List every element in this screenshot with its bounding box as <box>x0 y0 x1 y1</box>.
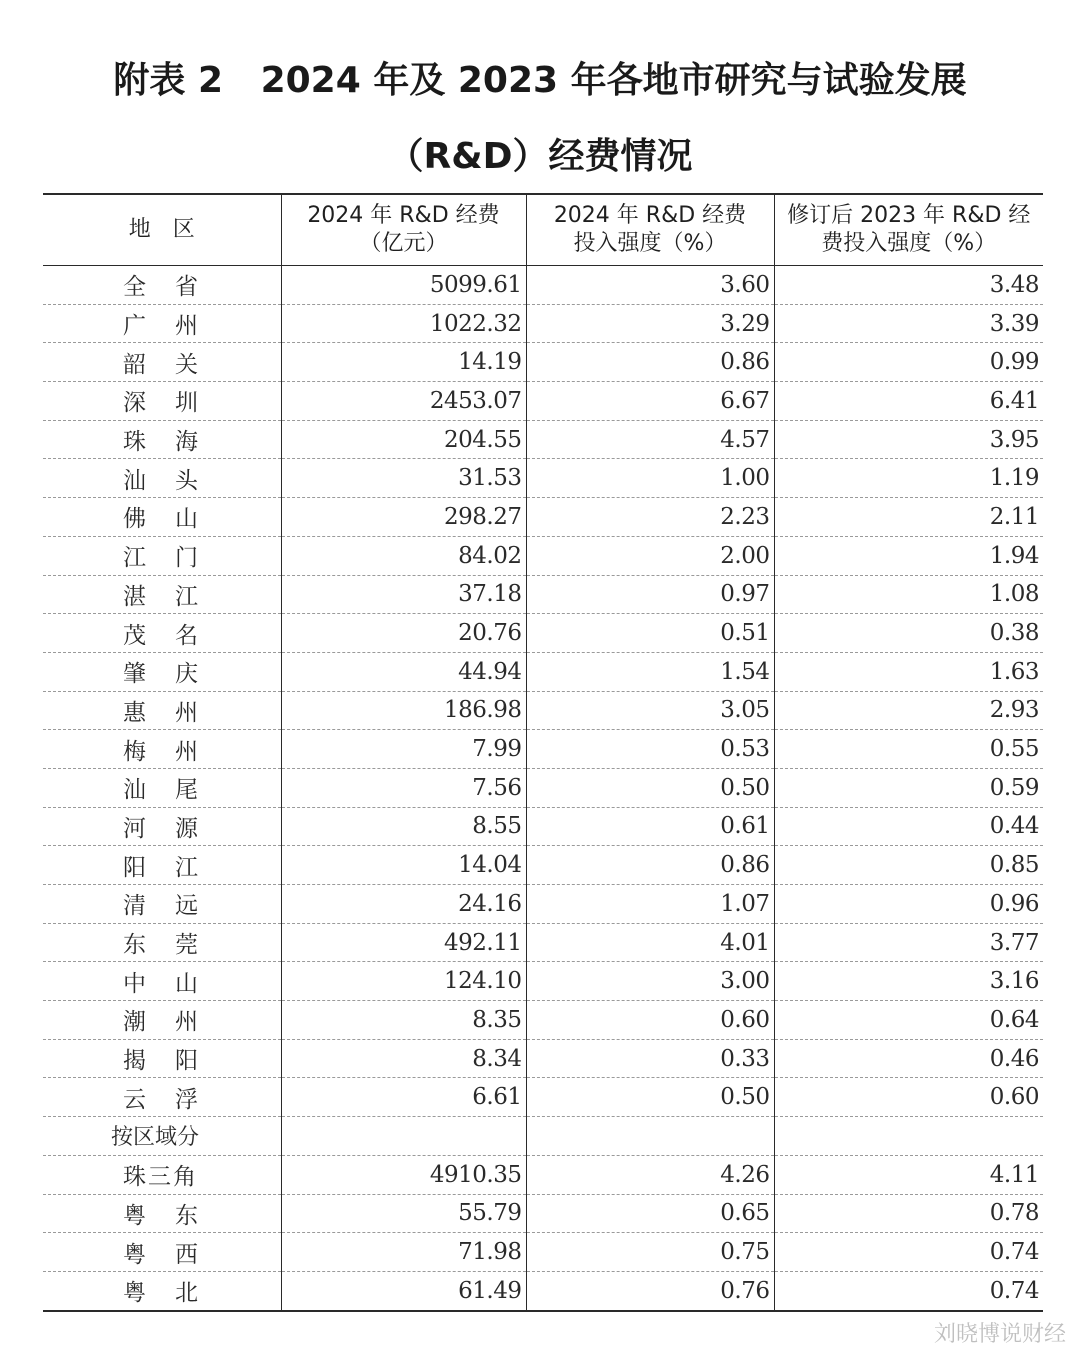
intensity-2024-cell: 3.05 <box>526 691 774 730</box>
region-cell: 全 省 <box>43 266 281 305</box>
intensity-2023-cell: 3.48 <box>774 266 1043 305</box>
rd-2024-cell: 1022.32 <box>281 304 526 343</box>
intensity-2024-cell: 0.60 <box>526 1001 774 1040</box>
table-row <box>43 1271 1043 1310</box>
table-row <box>43 614 1043 653</box>
intensity-2024-cell: 0.33 <box>526 1039 774 1078</box>
rd-2024-cell: 8.55 <box>281 807 526 846</box>
region-cell: 茂 名 <box>43 614 281 653</box>
header-intensity-2023-line1: 修订后 2023 年 R&D 经 <box>787 203 1031 228</box>
region-cell: 云 浮 <box>43 1078 281 1117</box>
rd-2024-cell: 8.34 <box>281 1039 526 1078</box>
table-row <box>43 304 1043 343</box>
intensity-2024-cell: 2.23 <box>526 498 774 537</box>
watermark: 刘晓博说财经 <box>933 1322 1066 1347</box>
intensity-2023-cell: 1.19 <box>774 459 1043 498</box>
header-rd-2024 <box>281 194 526 266</box>
region-cell: 粤 东 <box>43 1194 281 1233</box>
table-row <box>43 498 1043 537</box>
intensity-2023-cell: 3.95 <box>774 420 1043 459</box>
table-row <box>43 575 1043 614</box>
header-intensity-2024 <box>526 194 774 266</box>
region-cell: 珠三角 <box>43 1155 281 1194</box>
table-row <box>43 768 1043 807</box>
rd-2024-cell: 204.55 <box>281 420 526 459</box>
rd-2024-cell: 55.79 <box>281 1194 526 1233</box>
table-row <box>43 652 1043 691</box>
header-intensity-2023-line2: 费投入强度（%） <box>821 231 997 256</box>
intensity-2024-cell: 1.07 <box>526 885 774 924</box>
empty-cell <box>774 1117 1043 1156</box>
intensity-2023-cell: 3.77 <box>774 923 1043 962</box>
intensity-2024-cell: 0.76 <box>526 1271 774 1310</box>
intensity-2023-cell: 0.64 <box>774 1001 1043 1040</box>
region-cell: 清 远 <box>43 885 281 924</box>
table-row <box>43 885 1043 924</box>
intensity-2023-cell: 0.55 <box>774 730 1043 769</box>
region-cell: 珠 海 <box>43 420 281 459</box>
intensity-2024-cell: 2.00 <box>526 536 774 575</box>
rd-2024-cell: 7.99 <box>281 730 526 769</box>
region-cell: 阳 江 <box>43 846 281 885</box>
intensity-2024-cell: 0.50 <box>526 1078 774 1117</box>
region-cell: 广 州 <box>43 304 281 343</box>
region-cell: 深 圳 <box>43 382 281 421</box>
intensity-2023-cell: 6.41 <box>774 382 1043 421</box>
region-cell: 中 山 <box>43 962 281 1001</box>
intensity-2024-cell: 6.67 <box>526 382 774 421</box>
rd-2024-cell: 84.02 <box>281 536 526 575</box>
header-rd-2024-line2: （亿元） <box>359 231 448 256</box>
table-row <box>43 1001 1043 1040</box>
table-row <box>43 1155 1043 1194</box>
table-row <box>43 1194 1043 1233</box>
intensity-2024-cell: 3.60 <box>526 266 774 305</box>
intensity-2023-cell: 0.74 <box>774 1271 1043 1310</box>
region-cell: 东 莞 <box>43 923 281 962</box>
intensity-2023-cell: 0.78 <box>774 1194 1043 1233</box>
section-row <box>43 1117 1043 1156</box>
intensity-2024-cell: 3.29 <box>526 304 774 343</box>
intensity-2024-cell: 4.01 <box>526 923 774 962</box>
table-title-line2: （R&D）经费情况 <box>387 136 693 177</box>
table-row <box>43 536 1043 575</box>
rd-2024-cell: 31.53 <box>281 459 526 498</box>
region-cell: 粤 北 <box>123 1280 200 1307</box>
region-cell: 揭 阳 <box>43 1039 281 1078</box>
rd-2024-cell: 8.35 <box>281 1001 526 1040</box>
rd-2024-cell: 24.16 <box>281 885 526 924</box>
intensity-2024-cell: 0.75 <box>526 1233 774 1272</box>
intensity-2023-cell: 0.99 <box>774 343 1043 382</box>
region-cell: 粤 西 <box>43 1233 281 1272</box>
table-row <box>43 1039 1043 1078</box>
intensity-2023-cell: 3.39 <box>774 304 1043 343</box>
header-intensity-2023 <box>774 194 1043 266</box>
intensity-2024-cell: 0.53 <box>526 730 774 769</box>
table-row <box>43 807 1043 846</box>
region-cell: 肇 庆 <box>43 652 281 691</box>
rd-2024-cell: 124.10 <box>281 962 526 1001</box>
table-row <box>43 691 1043 730</box>
intensity-2023-cell: 0.74 <box>774 1233 1043 1272</box>
region-cell: 汕 头 <box>43 459 281 498</box>
table-row <box>43 1233 1043 1272</box>
region-cell: 佛 山 <box>43 498 281 537</box>
intensity-2023-cell: 2.93 <box>774 691 1043 730</box>
region-cell: 河 源 <box>43 807 281 846</box>
intensity-2024-cell: 1.54 <box>526 652 774 691</box>
header-intensity-2024-line2: 投入强度（%） <box>573 231 727 256</box>
rd-2024-cell: 7.56 <box>281 768 526 807</box>
intensity-2023-cell: 1.63 <box>774 652 1043 691</box>
rd-2024-cell: 298.27 <box>281 498 526 537</box>
rd-2024-cell: 186.98 <box>281 691 526 730</box>
header-row <box>43 194 1043 266</box>
header-rd-2024-line1: 2024 年 R&D 经费 <box>307 203 500 228</box>
table-row <box>43 343 1043 382</box>
table-row <box>43 420 1043 459</box>
intensity-2024-cell: 0.61 <box>526 807 774 846</box>
intensity-2023-cell: 4.11 <box>774 1155 1043 1194</box>
rd-2024-cell: 14.04 <box>281 846 526 885</box>
table-row <box>43 459 1043 498</box>
intensity-2023-cell: 1.94 <box>774 536 1043 575</box>
intensity-2024-cell: 4.57 <box>526 420 774 459</box>
intensity-2024-cell: 4.26 <box>526 1155 774 1194</box>
empty-cell <box>526 1117 774 1156</box>
intensity-2024-cell: 0.97 <box>526 575 774 614</box>
intensity-2023-cell: 0.44 <box>774 807 1043 846</box>
table-row <box>43 382 1043 421</box>
intensity-2024-cell: 0.86 <box>526 343 774 382</box>
rd-2024-cell: 5099.61 <box>281 266 526 305</box>
intensity-2024-cell: 0.50 <box>526 768 774 807</box>
region-cell: 江 门 <box>43 536 281 575</box>
intensity-2024-cell: 0.86 <box>526 846 774 885</box>
rd-2024-cell: 71.98 <box>281 1233 526 1272</box>
header-region <box>43 194 281 266</box>
intensity-2023-cell: 0.46 <box>774 1039 1043 1078</box>
section-label: 按区域分 <box>43 1117 281 1156</box>
rd-2024-cell: 4910.35 <box>281 1155 526 1194</box>
region-cell: 潮 州 <box>43 1001 281 1040</box>
rd-2024-cell: 61.49 <box>281 1271 526 1310</box>
rd-2024-cell: 20.76 <box>281 614 526 653</box>
header-region-label: 地 区 <box>128 217 195 242</box>
rd-2024-cell: 6.61 <box>281 1078 526 1117</box>
intensity-2023-cell: 2.11 <box>774 498 1043 537</box>
intensity-2023-cell: 0.60 <box>774 1078 1043 1117</box>
table-body <box>43 266 1043 1311</box>
intensity-2023-cell: 3.16 <box>774 962 1043 1001</box>
intensity-2023-cell: 0.59 <box>774 768 1043 807</box>
intensity-2023-cell: 0.85 <box>774 846 1043 885</box>
intensity-2024-cell: 0.51 <box>526 614 774 653</box>
table-row <box>43 730 1043 769</box>
table-row <box>43 962 1043 1001</box>
region-cell: 惠 州 <box>43 691 281 730</box>
table-title-line1: 附表 2 2024 年及 2023 年各地市研究与试验发展 <box>113 60 967 101</box>
rd-2024-cell: 37.18 <box>281 575 526 614</box>
rd-2024-cell: 2453.07 <box>281 382 526 421</box>
table-row <box>43 266 1043 305</box>
intensity-2023-cell: 0.96 <box>774 885 1043 924</box>
region-cell: 汕 尾 <box>43 768 281 807</box>
rd-2024-cell: 44.94 <box>281 652 526 691</box>
empty-cell <box>281 1117 526 1156</box>
region-cell: 韶 关 <box>43 343 281 382</box>
intensity-2024-cell: 1.00 <box>526 459 774 498</box>
region-cell: 梅 州 <box>43 730 281 769</box>
table-row <box>43 1078 1043 1117</box>
table-row <box>43 923 1043 962</box>
header-intensity-2024-line1: 2024 年 R&D 经费 <box>553 203 747 228</box>
rd-2024-cell: 14.19 <box>281 343 526 382</box>
intensity-2023-cell: 0.38 <box>774 614 1043 653</box>
intensity-2023-cell: 1.08 <box>774 575 1043 614</box>
region-cell: 湛 江 <box>43 575 281 614</box>
intensity-2024-cell: 3.00 <box>526 962 774 1001</box>
rd-funding-table <box>43 193 1043 1312</box>
intensity-2024-cell: 0.65 <box>526 1194 774 1233</box>
rd-2024-cell: 492.11 <box>281 923 526 962</box>
table-row <box>43 846 1043 885</box>
